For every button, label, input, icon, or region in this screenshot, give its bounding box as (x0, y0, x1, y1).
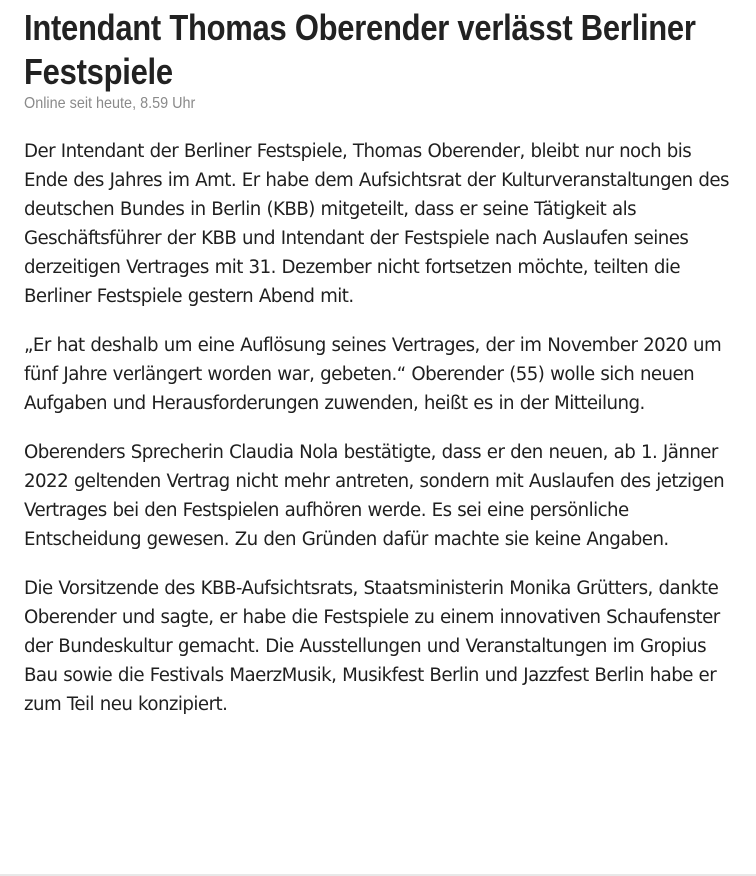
article-paragraph-4: Die Vorsitzende des KBB-Aufsichtsrats, Staatsministerin Monika Grütters, dankte Oberender und sagte, er habe die Festspiele zu einem innovativen Schaufenster der Bundeskultur gemacht. Die Ausstellungen und Veranstaltungen im Gropius Bau sowie die Festivals MaerzMusik, Musikfest Berlin und Jazzfest Berlin habe er zum Teil neu konzipiert. (24, 578, 720, 715)
article-body (24, 137, 736, 719)
article-paragraph-1: Der Intendant der Berliner Festspiele, Thomas Oberender, bleibt nur noch bis Ende des Jahres im Amt. Er habe dem Aufsichtsrat der Kulturveranstaltungen des deutschen Bundes in Berlin (KBB) mitgeteilt, dass er seine Tätigkeit als Geschäftsführer der KBB und Intendant der Festspiele nach Auslaufen seines derzeitigen Vertrages mit 31. Dezember nicht fortsetzen möchte, teilten die Berliner Festspiele gestern Abend mit. (24, 141, 729, 307)
article-paragraph-3: Oberenders Sprecherin Claudia Nola bestätigte, dass er den neuen, ab 1. Jänner 2022 geltenden Vertrag nicht mehr antreten, sondern mit Auslaufen des jetzigen Vertrages bei den Festspielen aufhören werde. Es sei eine persönliche Entscheidung gewesen. Zu den Gründen dafür machte sie keine Angaben. (24, 442, 725, 550)
news-article (24, 6, 736, 739)
article-paragraph-2: „Er hat deshalb um eine Auflösung seines Vertrages, der im November 2020 um fünf Jahre verlängert worden war, gebeten.“ Oberender (55) wolle sich neuen Aufgaben und Herausforderungen zuwenden, heißt es in der Mitteilung. (24, 335, 722, 414)
publish-timestamp: Online seit heute, 8.59 Uhr (24, 95, 196, 112)
article-headline: Intendant Thomas Oberender verlässt Berliner Festspiele (24, 7, 696, 92)
